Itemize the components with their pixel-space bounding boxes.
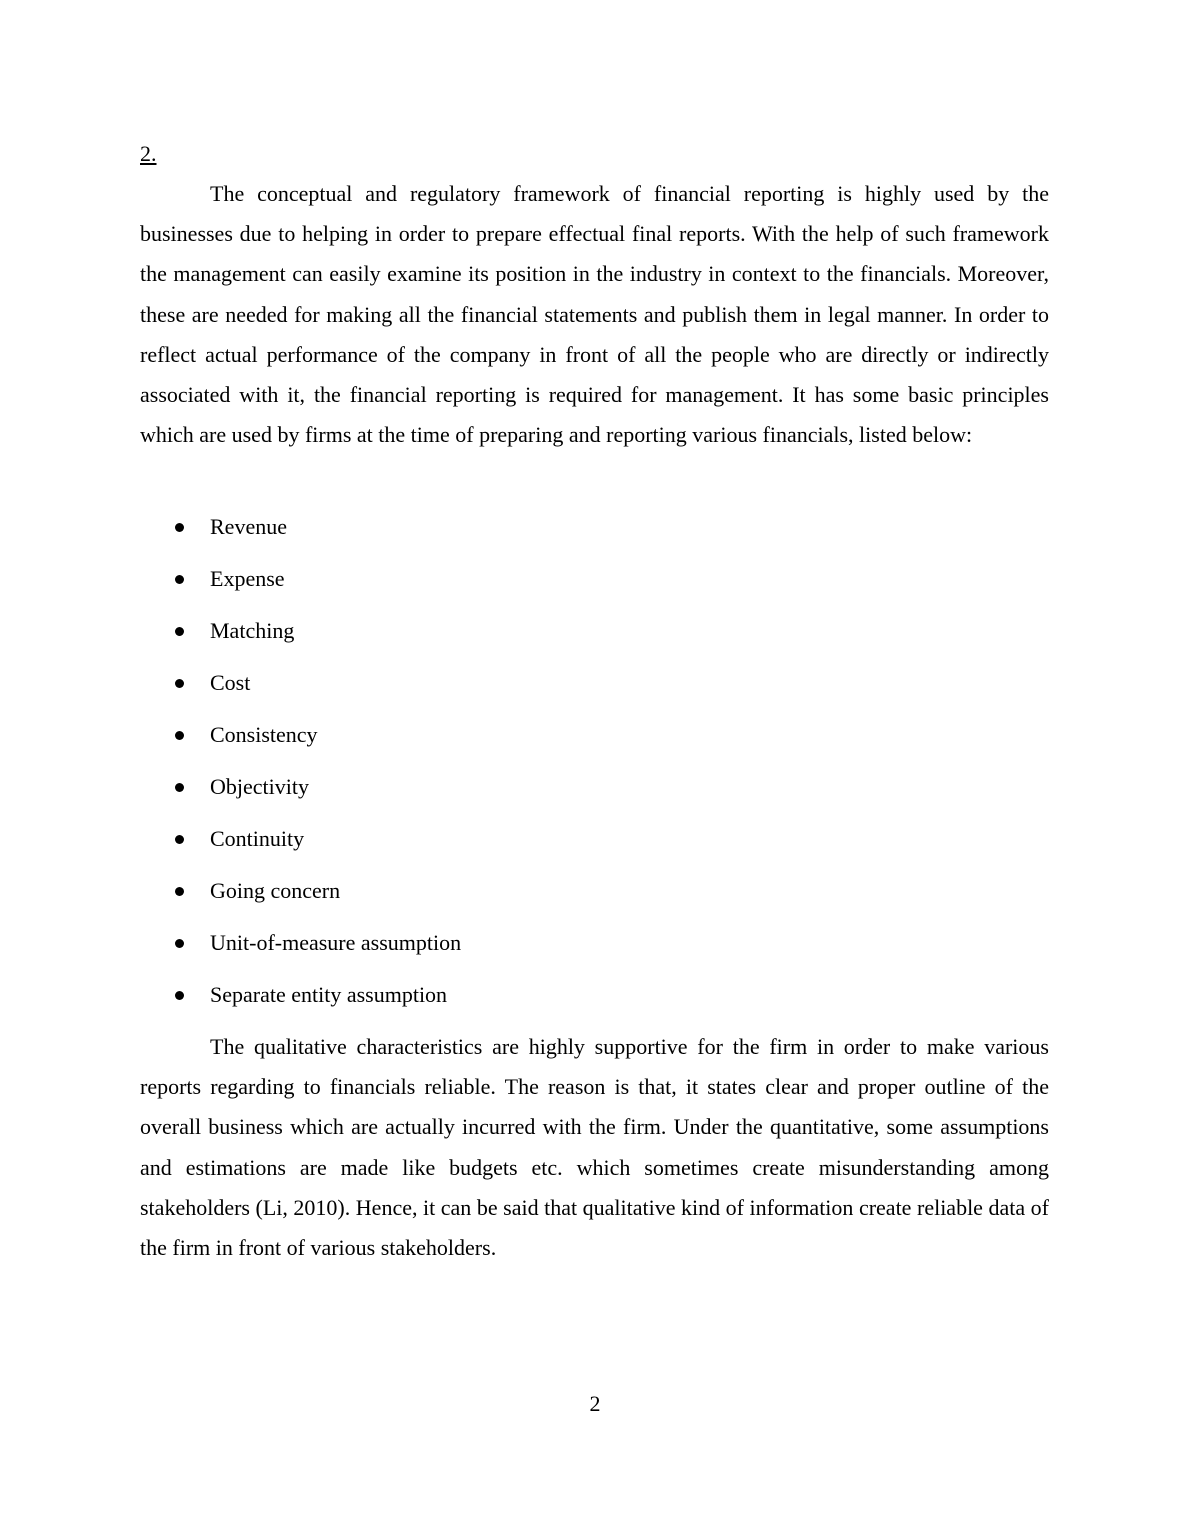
list-item-label: Consistency <box>210 722 318 747</box>
list-item-label: Going concern <box>210 878 341 903</box>
bullet-icon <box>175 939 184 948</box>
page-number: 2 <box>589 1391 601 1416</box>
list-item <box>140 871 1049 923</box>
list-item <box>140 663 1049 715</box>
bullet-icon <box>175 627 184 636</box>
bullet-icon <box>175 887 184 896</box>
list-item <box>140 559 1049 611</box>
list-item <box>140 975 1049 1027</box>
list-item-label: Continuity <box>210 826 305 851</box>
qualitative-paragraph: The qualitative characteristics are highly supportive for the firm in order to make various reports regarding to financials reliable. The reason is that, it states clear and proper outline of the overall business which are actually incurred with the firm. Under the quantitative, some assumptions and estimations are made like budgets etc. which sometimes create misunderstanding among stakeholders (Li, 2010). Hence, it can be said that qualitative kind of information create reliable data of the firm in front of various stakeholders. <box>140 1034 1049 1261</box>
intro-paragraph: The conceptual and regulatory framework of financial reporting is highly used by the businesses due to helping in order to prepare effectual final reports. With the help of such framework the management can easily examine its position in the industry in context to the financials. Moreover, these are needed for making all the financial statements and publish them in legal manner. In order to reflect actual performance of the company in front of all the people who are directly or indirectly associated with it, the financial reporting is required for management. It has some basic principles which are used by firms at the time of preparing and reporting various financials, listed below: <box>140 181 1049 448</box>
bullet-icon <box>175 575 184 584</box>
bullet-icon <box>175 991 184 1000</box>
list-item <box>140 611 1049 663</box>
list-item-label: Expense <box>210 566 285 591</box>
list-item <box>140 923 1049 975</box>
list-item-label: Separate entity assumption <box>210 982 448 1007</box>
bullet-icon <box>175 783 184 792</box>
bullet-icon <box>175 731 184 740</box>
list-item-label: Cost <box>210 670 251 695</box>
bullet-icon <box>175 835 184 844</box>
list-item <box>140 819 1049 871</box>
list-item-label: Unit-of-measure assumption <box>210 930 462 955</box>
list-item-label: Objectivity <box>210 774 309 799</box>
section-heading: 2. <box>140 141 157 166</box>
list-item <box>140 507 1049 559</box>
list-item <box>140 715 1049 767</box>
bullet-icon <box>175 679 184 688</box>
bullet-icon <box>175 523 184 532</box>
list-item-label: Revenue <box>210 514 287 539</box>
principles-list <box>140 507 1049 1027</box>
list-item-label: Matching <box>210 618 295 643</box>
list-item <box>140 767 1049 819</box>
